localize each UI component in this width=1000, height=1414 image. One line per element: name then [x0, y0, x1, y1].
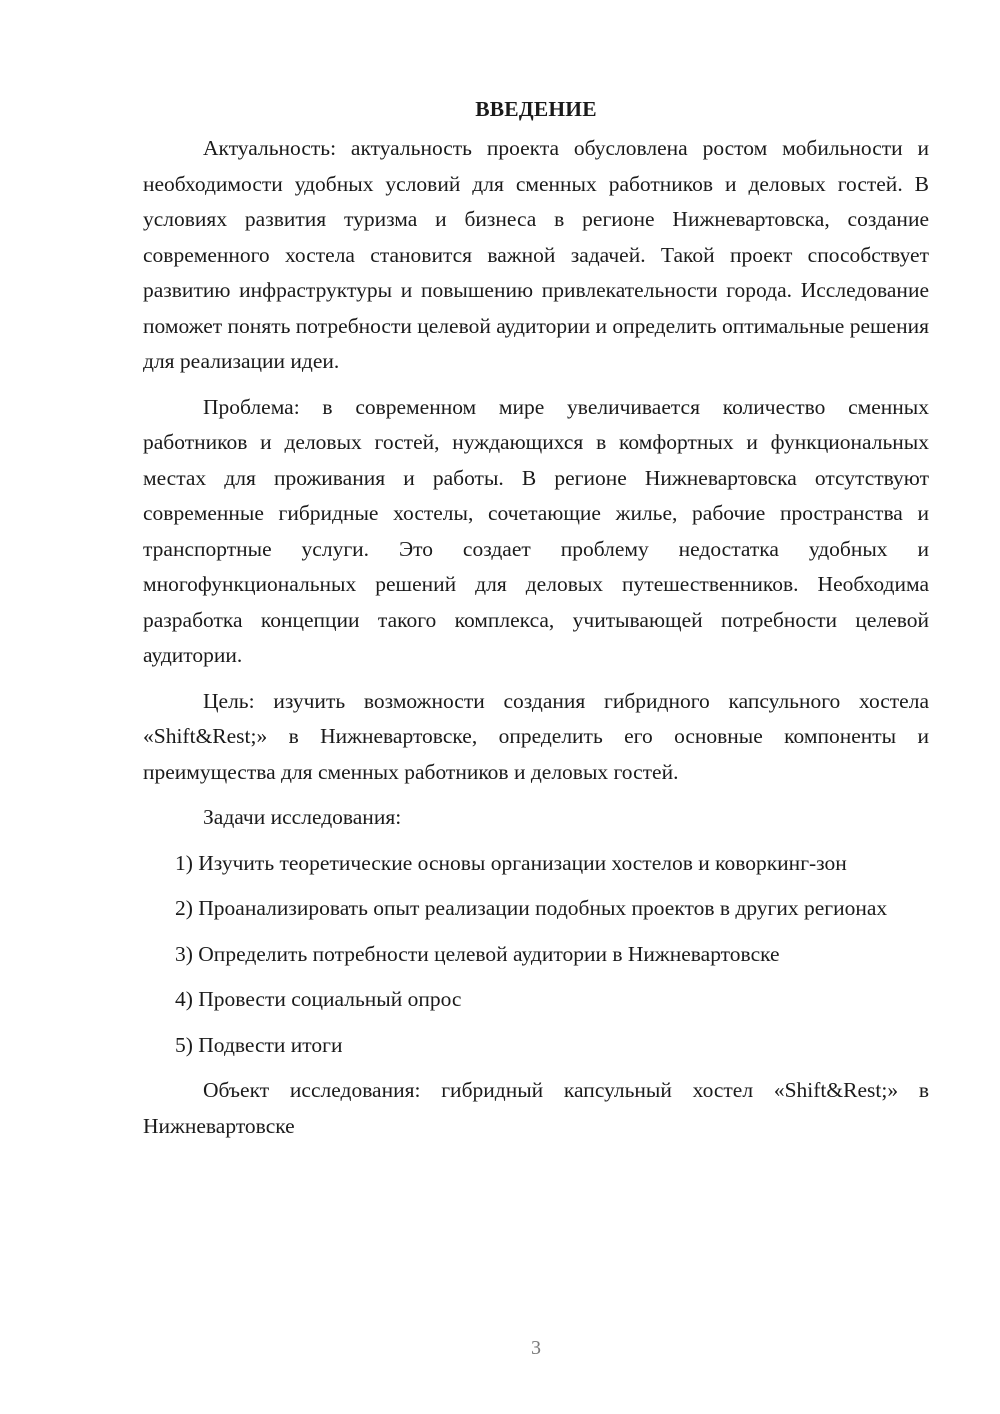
task-item: 2) Проанализировать опыт реализации подобных проектов в других регионах — [175, 896, 888, 920]
task-item: 1) Изучить теоретические основы организации хостелов и коворкинг-зон — [175, 850, 847, 875]
task-item: 4) Провести социальный опрос — [175, 987, 462, 1011]
page-title: ВВЕДЕНИЕ — [475, 97, 597, 121]
page-number: 3 — [531, 1337, 541, 1359]
object-paragraph: Объект исследования: гибридный капсульный хостел «Shift&Rest;» в Нижневартовске — [143, 1078, 929, 1138]
relevance-paragraph: Актуальность: актуальность проекта обусловлена ростом мобильности и необходимости удобных условий для сменных работников и деловых гостей. В условиях развития туризма и бизнеса в регионе Нижневартовска, создание современного хостела становится важной задачей. Такой проект способствует развитию инфраструктуры и повышению привлекательности города. Исследование поможет понять потребности целевой аудитории и определить оптимальные решения для реализации идеи. — [143, 136, 929, 373]
problem-paragraph: Проблема: в современном мире увеличивается количество сменных работников и деловых гостей, нуждающихся в комфортных и функциональных местах для проживания и работы. В регионе Нижневартовска отсутствуют современные гибридные хостелы, сочетающие жилье, рабочие пространства и транспортные услуги. Это создает проблему недостатка удобных и многофункциональных решений для деловых путешественников. Необходима разработка концепции такого комплекса, учитывающей потребности целевой аудитории. — [143, 394, 929, 667]
page-content — [143, 92, 929, 1154]
task-item: 3) Определить потребности целевой аудитории в Нижневартовске — [175, 941, 780, 966]
tasks-heading: Задачи исследования: — [203, 805, 402, 829]
task-item: 5) Подвести итоги — [175, 1032, 343, 1057]
goal-paragraph: Цель: изучить возможности создания гибридного капсульного хостела «Shift&Rest;» в Нижневартовске, определить его основные компоненты и преимущества для сменных работников и деловых гостей. — [143, 688, 929, 784]
